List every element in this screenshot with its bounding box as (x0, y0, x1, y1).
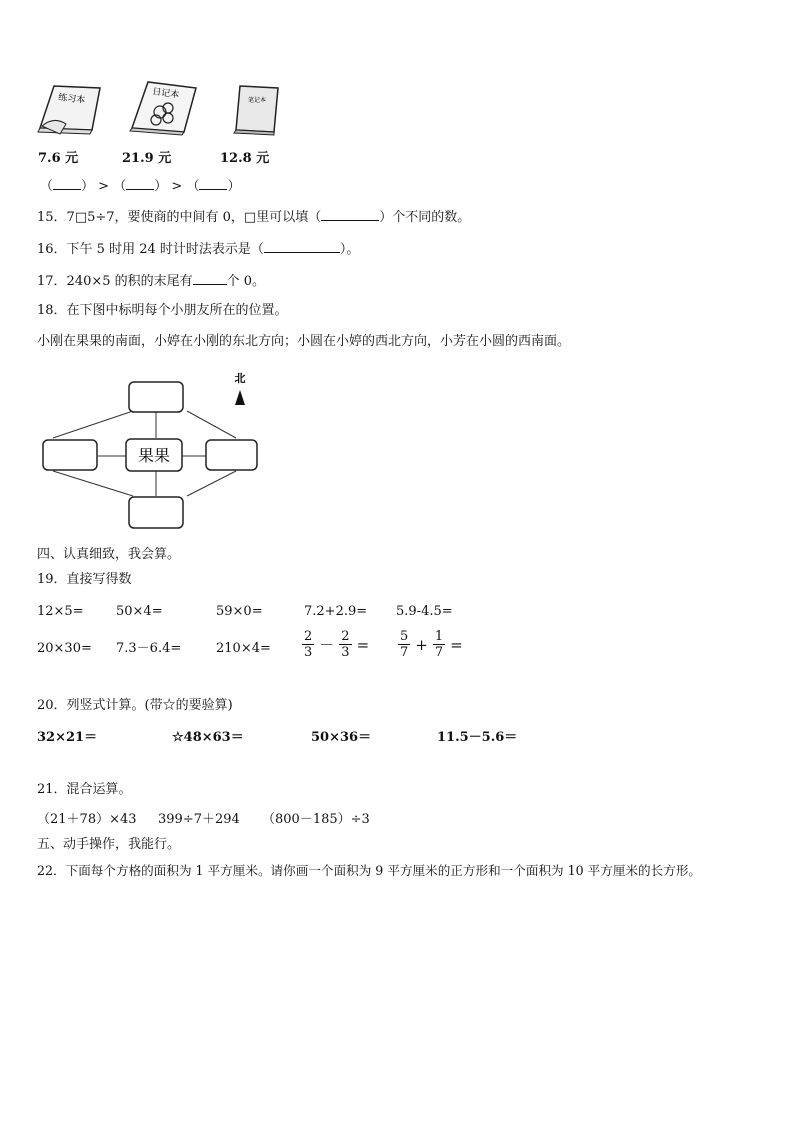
exercise-book-icon (36, 80, 104, 136)
connector-bottom-right (187, 471, 236, 496)
calc-item: 50×4= (116, 604, 163, 619)
vertical-calc-item: ☆48×63＝ (172, 730, 244, 745)
calc-item: 5.9-4.5= (396, 604, 453, 619)
box-west[interactable] (43, 440, 97, 470)
q15-blank[interactable] (321, 208, 379, 221)
connector-bottom-left (53, 471, 133, 496)
calc-item: 7.3－6.4= (116, 641, 182, 656)
fraction: $\frac{2}{3}$ (304, 629, 313, 660)
box-south[interactable] (129, 497, 183, 528)
diary-book-cover: 日记本 (151, 87, 180, 101)
question-21-title: 21．混合运算。 (37, 782, 132, 797)
mixed-calc-item: （800－185）÷3 (262, 812, 370, 827)
connector-top-right (187, 411, 236, 438)
fraction: $\frac{2}{3}$ (341, 629, 350, 660)
section-5-heading: 五、动手操作，我能行。 (37, 837, 181, 852)
question-18-description: 小刚在果果的南面，小婷在小刚的东北方向；小圆在小婷的西北方向，小芳在小圆的西南面。 (37, 334, 571, 349)
connector-top-left (53, 411, 133, 438)
question-20-title: 20．列竖式计算。(带☆的要验算) (37, 698, 233, 713)
question-18-title: 18．在下图中标明每个小朋友所在的位置。 (37, 303, 288, 318)
question-22: 22．下面每个方格的面积为 1 平方厘米。请你画一个面积为 9 平方厘米的正方形和一个面积为 10 平方厘米的长方形。 (37, 863, 702, 878)
question-16: 16．下午 5 时用 24 时计时法表示是（ ）。 (37, 242, 360, 257)
q16-blank[interactable] (264, 240, 340, 253)
price-exercise-book: 7.6 元 (38, 151, 79, 166)
price-diary-book: 21.9 元 (122, 151, 172, 166)
question-19-title: 19．直接写得数 (37, 572, 132, 587)
exercise-book-cover: 练习本 (57, 93, 86, 106)
north-label: 北 (234, 372, 246, 385)
calc-item: 20×30= (37, 641, 92, 656)
compare-line: （ ） > （ ） > （ ） (40, 179, 241, 194)
mixed-calc-item: 399÷7＋294 (158, 812, 240, 827)
fraction: $\frac{1}{7}$ (434, 629, 444, 660)
blank-2[interactable] (126, 177, 154, 190)
vertical-calc-item: 50×36＝ (311, 730, 372, 745)
north-arrow-icon (235, 390, 245, 405)
mixed-calc-item: （21＋78）×43 (37, 812, 137, 827)
box-north[interactable] (129, 382, 183, 412)
blank-1[interactable] (53, 177, 81, 190)
calc-item: 12×5= (37, 604, 84, 619)
notebook-icon (228, 82, 282, 136)
calc-item: 7.2+2.9= (304, 604, 368, 619)
question-15: 15．7□5÷7，要使商的中间有 0，□里可以填（ ）个不同的数。 (37, 210, 471, 225)
q17-blank[interactable] (193, 272, 227, 285)
fraction-expression-1: $\frac{2}{3}$ － $\frac{2}{3}$ = (304, 629, 370, 660)
vertical-calc-item: 11.5－5.6＝ (437, 730, 518, 745)
center-label: 果果 (137, 446, 171, 465)
vertical-calc-item: 32×21＝ (37, 730, 98, 745)
position-diagram (38, 366, 270, 536)
notebook-cover: 笔记本 (248, 97, 267, 104)
box-east[interactable] (206, 440, 257, 470)
blank-3[interactable] (199, 177, 227, 190)
section-4-heading: 四、认真细致，我会算。 (37, 547, 181, 562)
diary-book-icon (126, 78, 198, 136)
question-17: 17．240×5 的积的末尾有 个 0。 (37, 274, 266, 289)
price-notebook: 12.8 元 (220, 151, 270, 166)
calc-item: 210×4= (216, 641, 271, 656)
calc-item: 59×0= (216, 604, 263, 619)
fraction-expression-2: $\frac{5}{7}$ + $\frac{1}{7}$ = (400, 629, 463, 660)
fraction: $\frac{5}{7}$ (400, 629, 409, 660)
